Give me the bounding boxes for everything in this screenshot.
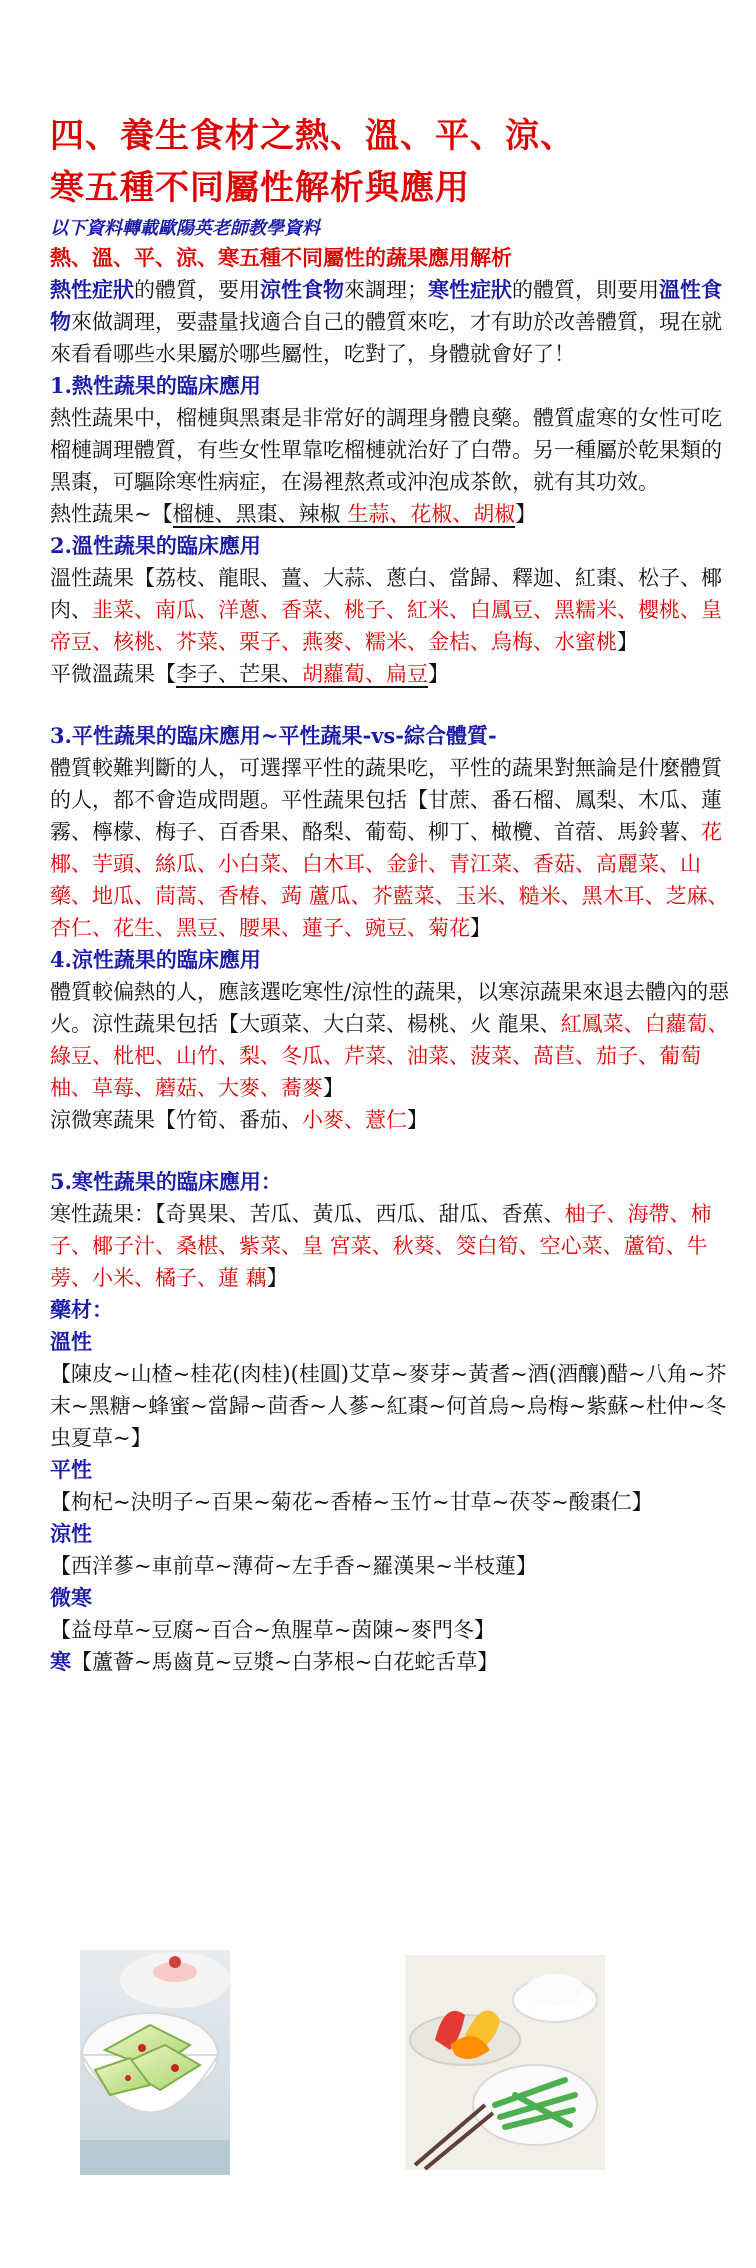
- list-open: 【: [407, 788, 428, 812]
- list-red-items: 生蒜、花椒、胡椒: [347, 502, 516, 526]
- neutral-description: [50, 752, 730, 944]
- list-label: 寒性蔬果：【: [50, 1202, 166, 1226]
- warm-mild-list: [50, 658, 730, 690]
- hot-list: [50, 498, 730, 530]
- list-label: 熱性蔬果~【: [50, 502, 173, 526]
- warm-mild-items: [176, 662, 428, 688]
- intro-text: 的體質，要用: [134, 278, 260, 302]
- herbs-micro-cold-list: 【益母草~豆腐~百合~魚腥草~茵陳~麥門冬】: [50, 1618, 495, 1642]
- list-black-items: 竹筍、番茄、: [176, 1108, 302, 1132]
- list-label: 溫性蔬果【: [50, 566, 155, 590]
- list-red-items: 花椰、芋頭、絲瓜、小白菜、白木耳、金針、青江菜、香菇、高麗菜、山藥、地瓜、茼蒿、香椿、蒟 蘆瓜、芥藍菜、玉米、糙米、黑木耳、芝麻、杏仁、花生、黑豆、腰果、蓮子、豌豆、菊花: [50, 820, 729, 940]
- herbs-cold-row: [50, 1646, 730, 1678]
- title-line-2: 寒五種不同屬性解析與應用: [50, 168, 470, 208]
- intro-paragraph: [50, 274, 730, 370]
- page-title: [50, 110, 730, 214]
- intro-text: 來調理；: [344, 278, 428, 302]
- herbs-cool-label: 涼性: [50, 1521, 92, 1546]
- hot-list-items: [173, 502, 516, 528]
- cool-description: [50, 976, 730, 1104]
- intro-text: 來做調理，要盡量找適合自己的體質來吃，才有助於改善體質，現在就來看看哪些水果屬於哪些屬性，吃對了，身體就會好了！: [50, 310, 722, 366]
- neutral-desc-text: 體質較難判斷的人，可選擇平性的蔬果吃，平性的蔬果對無論是什麼體質的人，都不會造成問題。平性蔬果包括: [50, 756, 722, 812]
- vegetables-rice-photo: [405, 1955, 605, 2170]
- list-black-items: 李子、芒果、: [176, 662, 302, 686]
- list-close: 】: [407, 1108, 428, 1132]
- herbs-neutral-list: 【枸杞~決明子~百果~菊花~香椿~玉竹~甘草~茯苓~酸棗仁】: [50, 1490, 653, 1514]
- intro-cold-symptom: 寒性症狀: [428, 277, 512, 302]
- intro-warm-food: 溫性食物: [50, 277, 722, 334]
- herbs-warm-label: 溫性: [50, 1329, 92, 1354]
- hot-heading: 1.熱性蔬果的臨床應用: [50, 373, 261, 398]
- herbs-micro-cold-label: 微寒: [50, 1585, 92, 1610]
- list-close: 】: [617, 630, 638, 654]
- list-close: 】: [323, 1076, 344, 1100]
- intro-hot-symptom: 熱性症狀: [50, 277, 134, 302]
- title-line-1: 四、養生食材之熱、溫、平、涼、: [50, 116, 575, 156]
- list-black-items: 大頭菜、大白菜、楊桃、火 龍果、: [239, 1012, 561, 1036]
- spacer: [50, 1136, 730, 1166]
- herbs-heading: 藥材：: [50, 1297, 113, 1322]
- hot-description: 熱性蔬果中，榴槤與黑棗是非常好的調理身體良藥。體質虛寒的女性可吃榴槤調理體質，有些女性單靠吃榴槤就治好了白帶。另一種屬於乾果類的黑棗，可驅除寒性病症，在湯裡熬煮或沖泡成茶飲，就有其功效。: [50, 406, 722, 494]
- list-red-items: 柚子、海帶、柿子、椰子汁、桑椹、紫菜、皇 宮菜、秋葵、筊白筍、空心菜、蘆筍、牛蒡、小米、橘子、蓮 藕: [50, 1202, 712, 1290]
- list-close: 】: [470, 916, 491, 940]
- warm-list: [50, 562, 730, 658]
- herbs-cool-list: 【西洋蔘~車前草~薄荷~左手香~羅漢果~半枝蓮】: [50, 1554, 537, 1578]
- list-close: 】: [266, 1266, 288, 1290]
- list-black-items: 奇異果、苦瓜、黃瓜、西瓜、甜瓜、香蕉、: [165, 1202, 565, 1226]
- cold-list: [50, 1198, 730, 1294]
- list-black-items: 甘蔗、番石榴、鳳梨、木瓜、蓮霧、檸檬、梅子、百香果、酪梨、葡萄、柳丁、橄欖、首蓿、馬鈴薯、: [50, 788, 722, 844]
- neutral-heading: 3.平性蔬果的臨床應用~平性蔬果-vs-綜合體質-: [50, 723, 497, 748]
- list-red-items: 胡蘿蔔、扁豆: [302, 662, 428, 686]
- cold-heading: 5.寒性蔬果的臨床應用：: [50, 1169, 282, 1194]
- herbs-warm-list: 【陳皮~山楂~桂花(肉桂)(桂圓)艾草~麥芽~黃耆~酒(酒釀)醋~八角~芥末~黑糖~蜂蜜~當歸~茴香~人蔘~紅棗~何首烏~烏梅~紫蘇~杜仲~冬虫夏草~】: [50, 1362, 727, 1450]
- intro-heading: 熱、溫、平、涼、寒五種不同屬性的蔬果應用解析: [50, 245, 512, 270]
- list-black-items: 荔枝、龍眼、薑、大蒜、蔥白、當歸、釋迦、紅棗、松子、椰肉、: [50, 566, 722, 622]
- list-open: 【: [218, 1012, 239, 1036]
- herbs-cold-label: 寒: [50, 1649, 71, 1674]
- intro-cool-food: 涼性食物: [260, 277, 344, 302]
- cool-heading: 4.涼性蔬果的臨床應用: [50, 947, 261, 972]
- spacer: [50, 690, 730, 720]
- herbs-neutral-label: 平性: [50, 1457, 92, 1482]
- source-note: 以下資料轉載歐陽英老師教學資料: [50, 218, 320, 239]
- warm-heading: 2.溫性蔬果的臨床應用: [50, 533, 261, 558]
- list-label: 涼微寒蔬果【: [50, 1108, 176, 1132]
- list-label: 平微溫蔬果【: [50, 662, 176, 686]
- food-photos: [0, 1950, 756, 2180]
- intro-text: 的體質，則要用: [512, 278, 659, 302]
- cool-mild-list: [50, 1104, 730, 1136]
- melon-bowl-photo: [80, 1950, 230, 2175]
- article-body: [50, 110, 730, 1678]
- list-red-items: 小麥、薏仁: [302, 1108, 407, 1132]
- list-red-items: 紅鳳菜、白蘿蔔、綠豆、枇杷、山竹、梨、冬瓜、芹菜、油菜、菠菜、萵苣、茄子、葡萄柚、草莓、蘑菇、大麥、蕎麥: [50, 1012, 729, 1100]
- list-close: 】: [515, 502, 537, 526]
- list-black-items: 榴槤、黑棗、辣椒: [172, 502, 348, 526]
- cool-desc-text: 體質較偏熱的人，應該選吃寒性/涼性的蔬果，以寒涼蔬果來退去體內的惡火。涼性蔬果包括: [50, 980, 730, 1036]
- list-red-items: 韭菜、南瓜、洋蔥、香菜、桃子、紅米、白鳳豆、黑糯米、櫻桃、皇帝豆、核桃、芥菜、栗子、燕麥、糯米、金桔、烏梅、水蜜桃: [50, 598, 722, 654]
- herbs-cold-list: 【蘆薈~馬齒莧~豆漿~白茅根~白花蛇舌草】: [71, 1650, 499, 1674]
- list-close: 】: [428, 662, 449, 686]
